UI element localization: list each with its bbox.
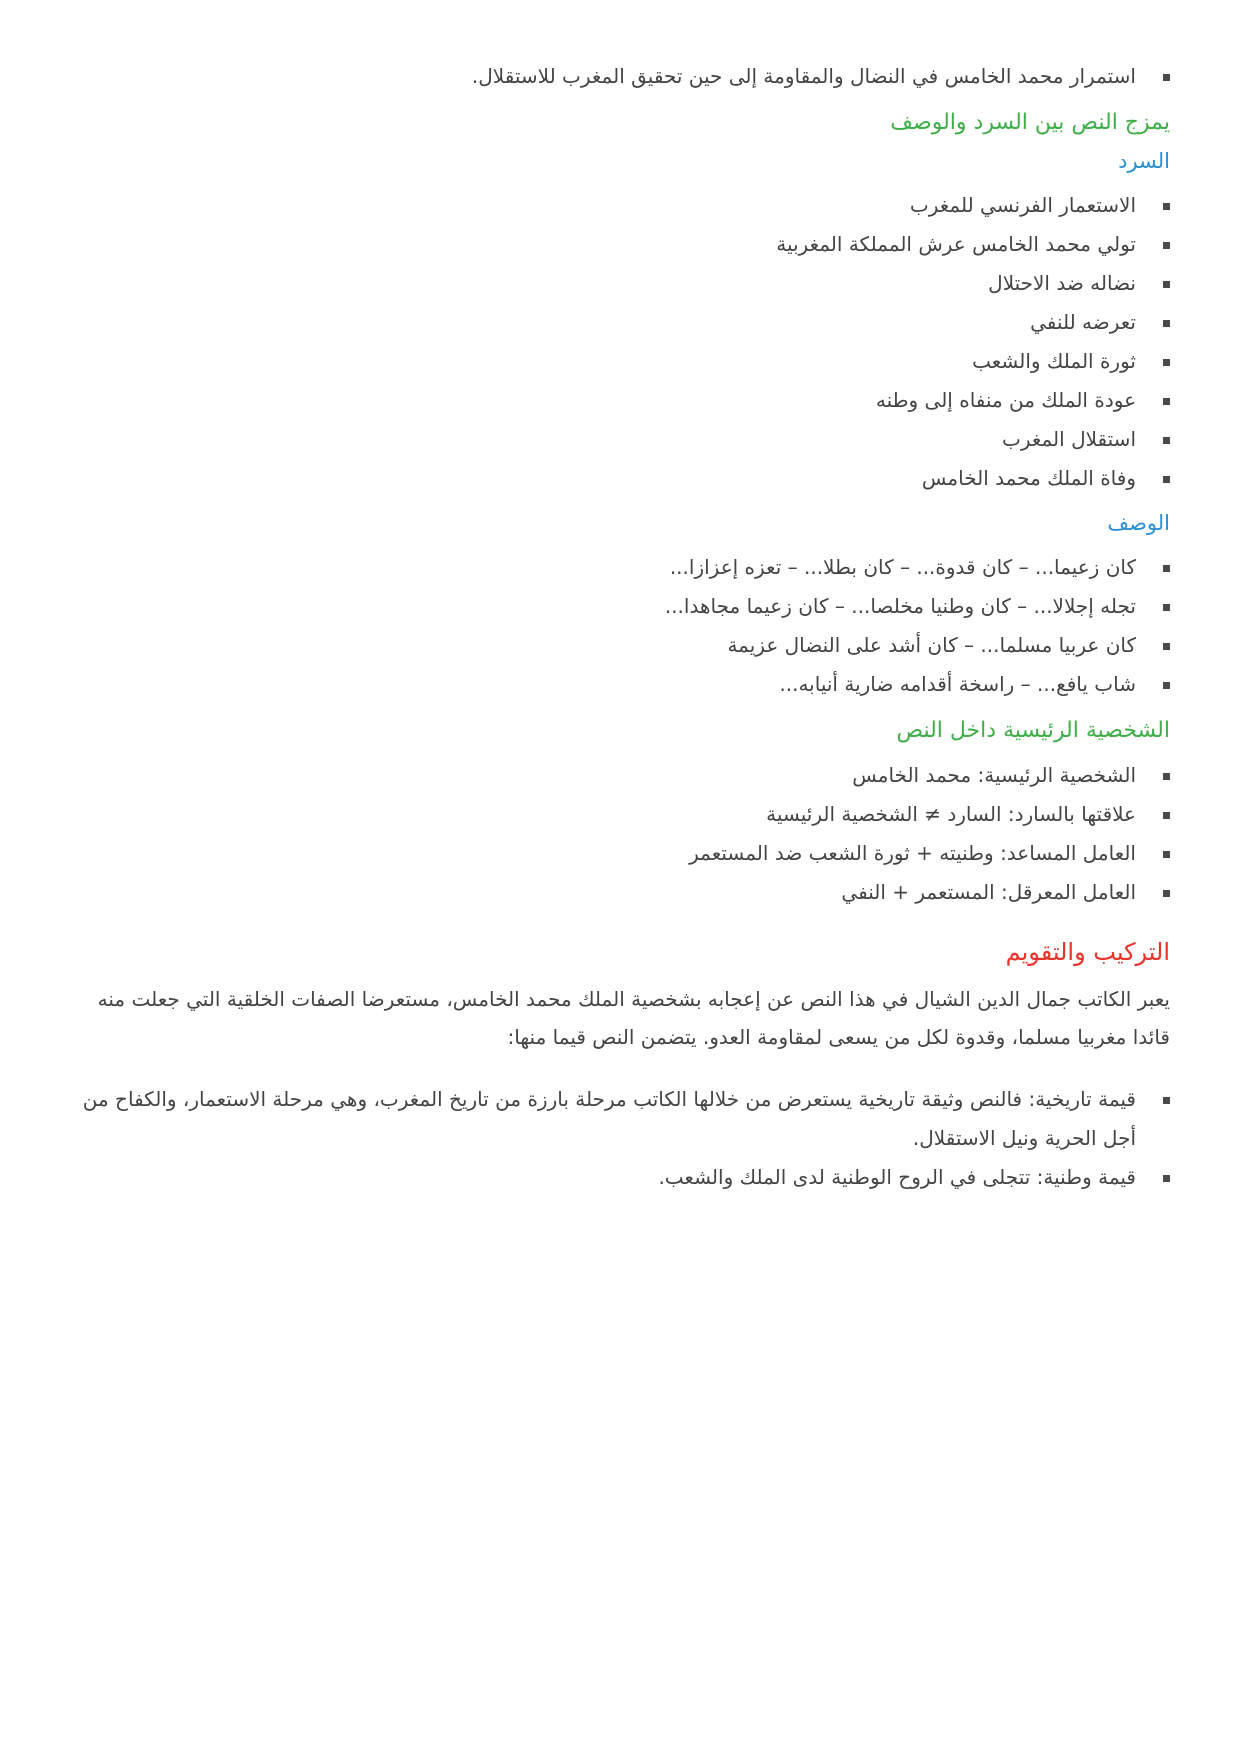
list-item <box>66 1080 1170 1158</box>
list-item <box>66 873 1170 912</box>
list-item-text: كان زعيما... – كان قدوة... – كان بطلا... – تعزه إعزازا... <box>669 555 1136 579</box>
subheading-narration: السرد <box>1118 149 1170 173</box>
list-item-text: الشخصية الرئيسية: محمد الخامس <box>852 763 1136 787</box>
square-bullet-icon <box>1163 437 1170 444</box>
square-bullet-icon <box>1163 1097 1170 1104</box>
list-item-text: وفاة الملك محمد الخامس <box>921 466 1136 490</box>
list-item <box>66 57 1170 96</box>
list-item-text: نضاله ضد الاحتلال <box>988 271 1136 295</box>
list-item-text: العامل المساعد: وطنيته + ثورة الشعب ضد المستعمر <box>689 841 1136 865</box>
list-item <box>66 665 1170 704</box>
character-list <box>66 756 1170 912</box>
square-bullet-icon <box>1163 281 1170 288</box>
list-item <box>66 756 1170 795</box>
narration-list <box>66 186 1170 498</box>
square-bullet-icon <box>1163 682 1170 689</box>
square-bullet-icon <box>1163 1175 1170 1182</box>
square-bullet-icon <box>1163 565 1170 572</box>
square-bullet-icon <box>1163 203 1170 210</box>
list-item-text: شاب يافع... – راسخة أقدامه ضارية أنيابه... <box>779 672 1136 696</box>
square-bullet-icon <box>1163 320 1170 327</box>
list-item-text: عودة الملك من منفاه إلى وطنه <box>875 388 1136 412</box>
list-item-text: كان عربيا مسلما... – كان أشد على النضال عزيمة <box>727 633 1136 657</box>
section-heading-synthesis: التركيب والتقويم <box>1005 938 1170 966</box>
list-item <box>66 225 1170 264</box>
description-list <box>66 548 1170 704</box>
list-item-text: قيمة تاريخية: فالنص وثيقة تاريخية يستعرض من خلالها الكاتب مرحلة بارزة من تاريخ المغرب، وهي مرحلة الاستعمار، والكفاح من أجل الحرية ونيل الاستقلال. <box>82 1087 1136 1150</box>
list-item-text: قيمة وطنية: تتجلى في الروح الوطنية لدى الملك والشعب. <box>658 1165 1136 1189</box>
list-item <box>66 626 1170 665</box>
list-item <box>66 264 1170 303</box>
list-item <box>66 1158 1170 1197</box>
square-bullet-icon <box>1163 242 1170 249</box>
list-item <box>66 420 1170 459</box>
list-item <box>66 834 1170 873</box>
list-item-text: استمرار محمد الخامس في النضال والمقاومة إلى حين تحقيق المغرب للاستقلال. <box>471 64 1136 88</box>
list-item-text: استقلال المغرب <box>1001 427 1136 451</box>
values-list <box>66 1080 1170 1197</box>
square-bullet-icon <box>1163 359 1170 366</box>
square-bullet-icon <box>1163 812 1170 819</box>
square-bullet-icon <box>1163 398 1170 405</box>
subheading-description: الوصف <box>1107 511 1170 535</box>
list-item-text: ثورة الملك والشعب <box>972 349 1136 373</box>
section-heading-character: الشخصية الرئيسية داخل النص <box>896 718 1170 743</box>
list-item <box>66 342 1170 381</box>
square-bullet-icon <box>1163 851 1170 858</box>
list-item <box>66 186 1170 225</box>
square-bullet-icon <box>1163 773 1170 780</box>
list-item-text: علاقتها بالسارد: السارد ≠ الشخصية الرئيسية <box>766 802 1136 826</box>
list-item-text: تجله إجلالا... – كان وطنيا مخلصا... – كان زعيما مجاهدا... <box>664 594 1136 618</box>
list-item-text: العامل المعرقل: المستعمر + النفي <box>841 880 1136 904</box>
square-bullet-icon <box>1163 643 1170 650</box>
list-item <box>66 548 1170 587</box>
list-item <box>66 795 1170 834</box>
intro-list <box>66 57 1170 96</box>
square-bullet-icon <box>1163 604 1170 611</box>
list-item <box>66 587 1170 626</box>
synthesis-paragraph: يعبر الكاتب جمال الدين الشيال في هذا النص عن إعجابه بشخصية الملك محمد الخامس، مستعرضا الصفات الخلقية التي جعلت منه قائدا مغربيا مسلما، وقدوة لكل من يسعى لمقاومة العدو. يتضمن النص قيما منها: <box>97 987 1170 1049</box>
list-item-text: تولي محمد الخامس عرش المملكة المغربية <box>776 232 1136 256</box>
list-item <box>66 459 1170 498</box>
list-item <box>66 303 1170 342</box>
list-item <box>66 381 1170 420</box>
list-item-text: الاستعمار الفرنسي للمغرب <box>909 193 1136 217</box>
square-bullet-icon <box>1163 890 1170 897</box>
square-bullet-icon <box>1163 74 1170 81</box>
list-item-text: تعرضه للنفي <box>1030 310 1136 334</box>
square-bullet-icon <box>1163 476 1170 483</box>
section-heading-mix: يمزج النص بين السرد والوصف <box>890 110 1170 135</box>
